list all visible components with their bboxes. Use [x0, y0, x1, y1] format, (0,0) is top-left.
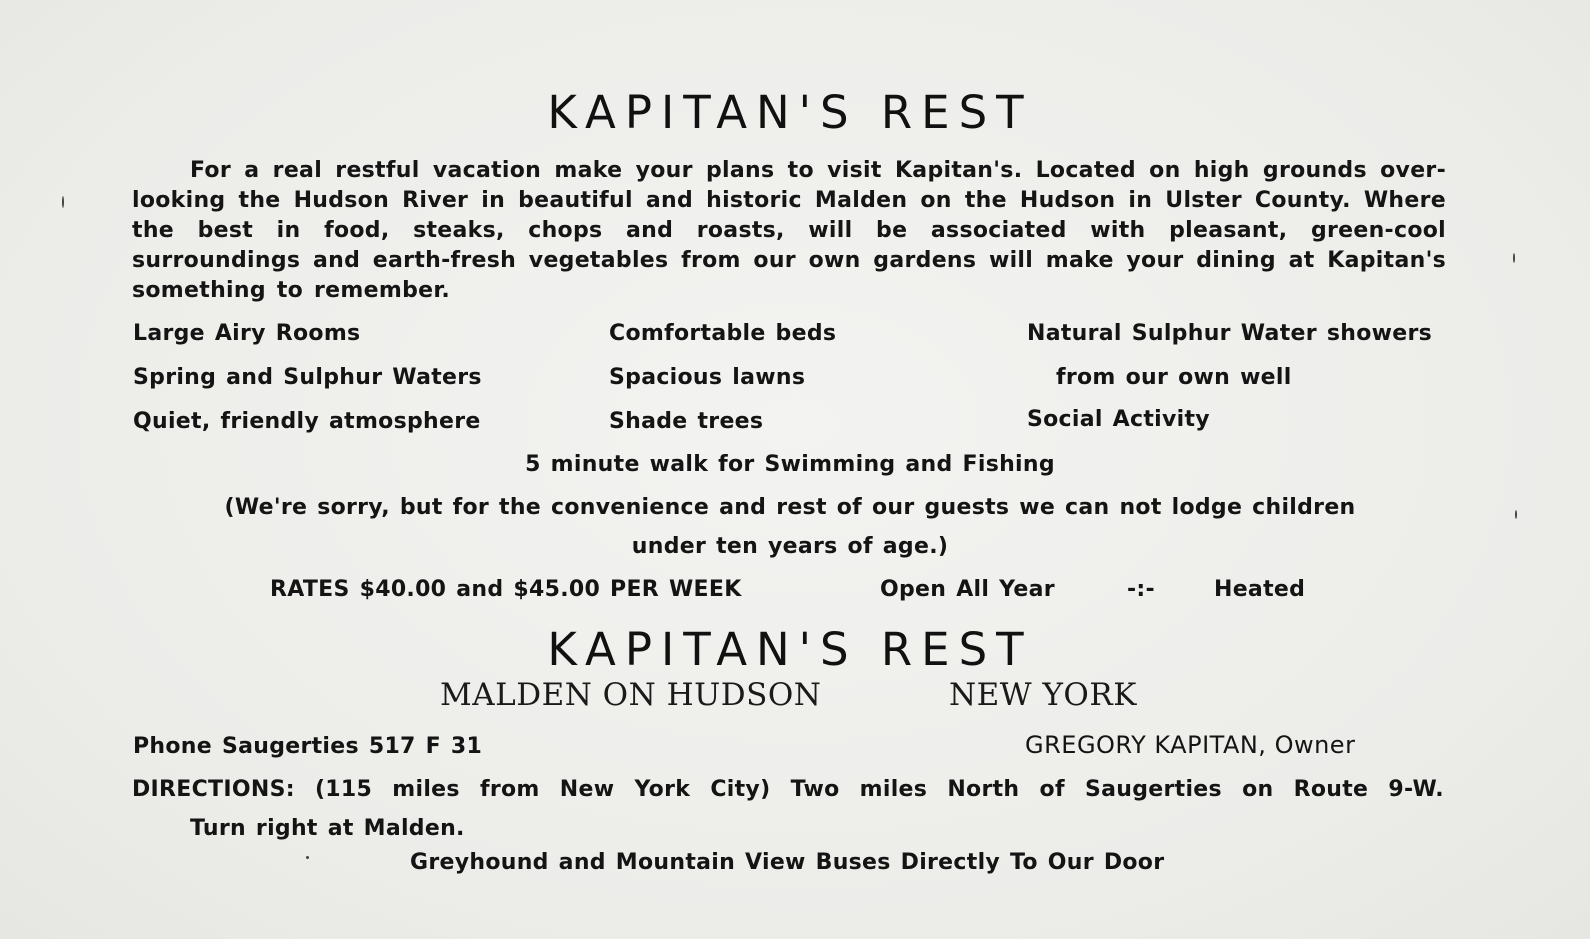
intro-paragraph: For a real restful vacation make your plans to visit Kapitan's. Located on high grounds over-looking the Hudson River in beautiful and historic Malden on the Hudson in Ulster County. Where the best in food, steaks, chops and roasts, will be associated with pleasant, green-cool surroundings and earth-fresh vegetables from our own gardens will make your dining at Kapitan's something to remember.	[132, 158, 1446, 303]
page-title: KAPITAN'S REST	[547, 86, 1033, 139]
heated-label: Heated	[1214, 577, 1306, 602]
directions-word: miles	[392, 777, 460, 802]
children-notice-line2: under ten years of age.)	[631, 534, 949, 559]
directions-line2: Turn right at Malden.	[190, 816, 465, 841]
directions-word: City)	[710, 777, 771, 802]
town-name: MALDEN ON HUDSON	[440, 677, 822, 713]
scan-speck	[1513, 253, 1515, 263]
scan-speck	[1515, 510, 1517, 519]
directions-word: of	[1039, 777, 1065, 802]
directions-word: Route	[1293, 777, 1369, 802]
feature-comfortable-beds: Comfortable beds	[609, 321, 837, 346]
feature-spacious-lawns: Spacious lawns	[609, 365, 806, 390]
feature-quiet-atmosphere: Quiet, friendly atmosphere	[133, 409, 481, 434]
bus-note: Greyhound and Mountain View Buses Directly To Our Door	[410, 850, 1165, 875]
directions-word: on	[1242, 777, 1274, 802]
directions-word: New	[559, 777, 615, 802]
directions-word: York	[634, 777, 691, 802]
directions-word: Saugerties	[1084, 777, 1222, 802]
children-notice-line1: (We're sorry, but for the convenience and rest of our guests we can not lodge children	[224, 495, 1356, 520]
rates-separator: -:-	[1127, 577, 1155, 602]
rates-text: RATES $40.00 and $45.00 PER WEEK	[270, 577, 742, 602]
state-name: NEW YORK	[949, 677, 1137, 713]
scan-speck	[306, 856, 309, 859]
phone-number: Phone Saugerties 517 F 31	[133, 734, 483, 759]
directions-word: from	[479, 777, 540, 802]
directions-line	[132, 775, 1444, 805]
walk-note: 5 minute walk for Swimming and Fishing	[525, 452, 1055, 477]
directions-word: DIRECTIONS:	[132, 777, 295, 802]
feature-shade-trees: Shade trees	[609, 409, 764, 434]
feature-large-airy-rooms: Large Airy Rooms	[133, 321, 361, 346]
directions-word: North	[947, 777, 1020, 802]
feature-spring-sulphur-waters: Spring and Sulphur Waters	[133, 365, 482, 390]
feature-sulphur-showers: Natural Sulphur Water showers	[1027, 321, 1432, 346]
open-all-year: Open All Year	[880, 577, 1055, 602]
feature-social-activity: Social Activity	[1027, 407, 1210, 432]
directions-word: 9-W.	[1388, 777, 1444, 802]
directions-word: Two	[790, 777, 840, 802]
footer-title: KAPITAN'S REST	[547, 623, 1033, 676]
directions-word: (115	[314, 777, 373, 802]
scan-speck	[62, 196, 64, 208]
directions-word: miles	[859, 777, 928, 802]
owner-name: GREGORY KAPITAN, Owner	[1025, 731, 1356, 759]
feature-own-well: from our own well	[1056, 365, 1292, 390]
